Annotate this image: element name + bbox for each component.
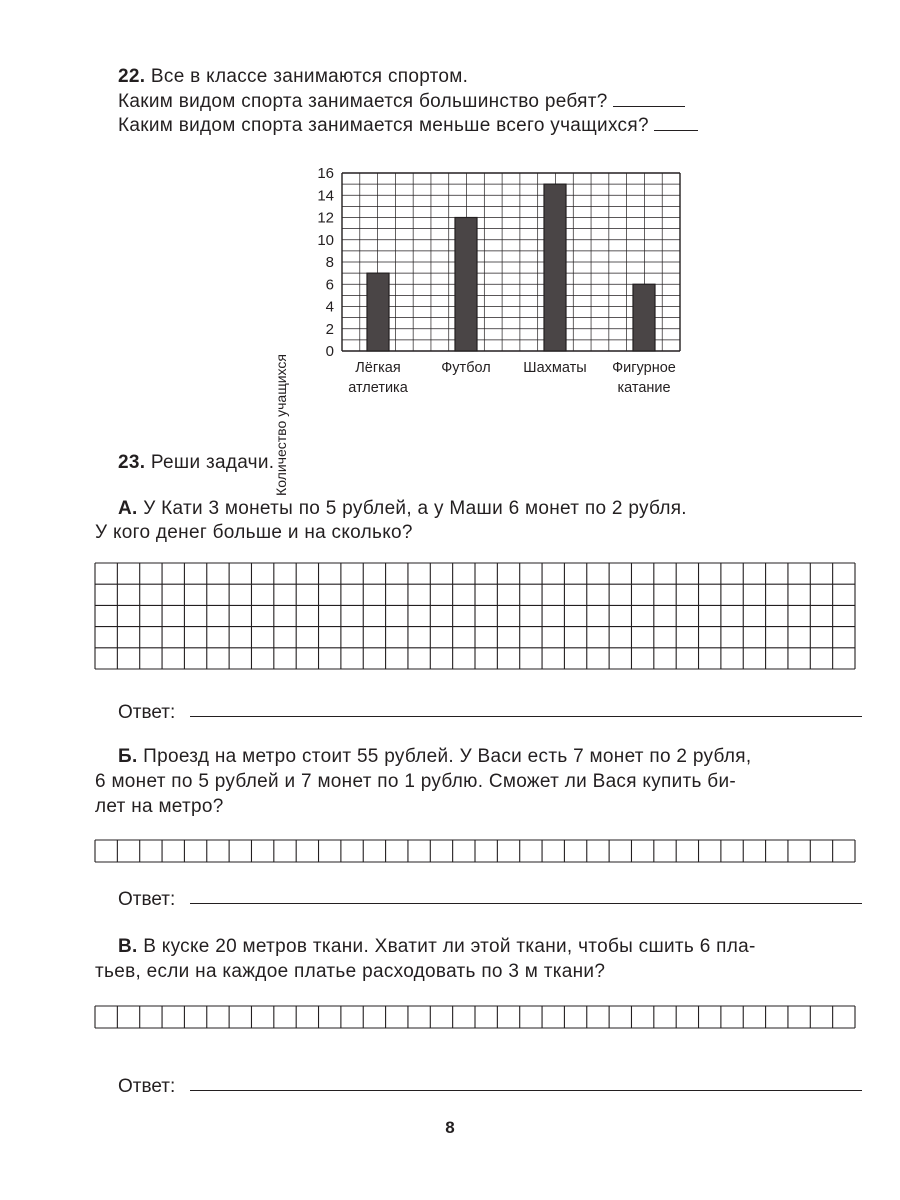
chart-y-tick-labels <box>317 165 334 360</box>
task22-question2 <box>118 114 698 137</box>
task22-question1-text: Каким видом спорта занимается большинство ребят? <box>118 91 608 112</box>
problem-c-letter: В. <box>118 936 138 957</box>
task22-intro: Все в классе занимаются спортом. <box>150 66 469 87</box>
problem-a-line1 <box>118 498 687 520</box>
chart-y-tick-14: 14 <box>317 187 334 205</box>
chart-x-label-3-1: катание <box>617 380 671 396</box>
chart-y-tick-0: 0 <box>325 343 334 360</box>
problem-b-line3: лет на метро? <box>95 796 224 817</box>
problem-a-work-grid[interactable] <box>94 562 856 670</box>
chart-x-labels <box>348 360 676 396</box>
task22-question1 <box>118 90 685 113</box>
problem-c-line2: тьев, если на каждое платье расходовать по 3 м ткани? <box>95 961 606 982</box>
chart-x-label-2-0: Шахматы <box>523 360 587 376</box>
chart-bar-1 <box>455 218 477 352</box>
task23-heading <box>118 452 274 474</box>
task22-answer2-blank[interactable] <box>654 114 698 131</box>
page-number: 8 <box>445 1118 455 1137</box>
problem-a-answer-label: Ответ: <box>118 702 176 723</box>
chart-x-label-0-1: атлетика <box>348 380 408 396</box>
chart-y-tick-6: 6 <box>325 276 334 294</box>
chart-y-tick-4: 4 <box>325 298 334 316</box>
problem-b-letter: Б. <box>118 746 138 767</box>
task22-answer1-blank[interactable] <box>613 90 685 107</box>
chart-grid <box>342 173 680 351</box>
problem-a-letter: А. <box>118 498 138 519</box>
chart-x-label-1-0: Футбол <box>441 360 491 376</box>
problem-a-line2: У кого денег больше и на сколько? <box>95 522 413 543</box>
sports-bar-chart <box>250 160 700 496</box>
chart-y-tick-16: 16 <box>317 165 334 182</box>
problem-c-answer-label: Ответ: <box>118 1076 176 1097</box>
problem-a-text1: У Кати 3 монеты по 5 рублей, а у Маши 6 монет по 2 рубля. <box>143 498 687 519</box>
problem-b-line2: 6 монет по 5 рублей и 7 монет по 1 рублю. Сможет ли Вася купить би- <box>95 771 737 792</box>
chart-bar-3 <box>633 284 655 351</box>
problem-c-line1 <box>118 936 756 958</box>
problem-b-answer-line[interactable] <box>190 903 862 904</box>
chart-x-label-3-0: Фигурное <box>612 360 676 376</box>
task22-number: 22. <box>118 66 146 87</box>
chart-y-tick-12: 12 <box>317 209 334 227</box>
problem-b-line1 <box>118 746 751 768</box>
chart-y-tick-8: 8 <box>325 254 334 271</box>
problem-b-work-grid[interactable] <box>94 839 856 863</box>
chart-bar-0 <box>367 273 389 351</box>
problem-b-text1: Проезд на метро стоит 55 рублей. У Васи есть 7 монет по 2 рубля, <box>143 746 752 767</box>
chart-bars <box>367 184 655 351</box>
problem-c-answer-line[interactable] <box>190 1090 862 1091</box>
chart-x-label-0-0: Лёгкая <box>355 360 401 376</box>
chart-y-tick-2: 2 <box>325 320 334 338</box>
task22-heading <box>118 66 468 88</box>
problem-b-answer-label: Ответ: <box>118 889 176 910</box>
task22-question2-text: Каким видом спорта занимается меньше всего учащихся? <box>118 115 649 136</box>
task23-title: Реши задачи. <box>150 452 275 473</box>
chart-y-tick-10: 10 <box>317 231 334 249</box>
problem-a-answer-line[interactable] <box>190 716 862 717</box>
task23-number: 23. <box>118 452 146 473</box>
problem-c-work-grid[interactable] <box>94 1005 856 1029</box>
problem-c-text1: В куске 20 метров ткани. Хватит ли этой ткани, чтобы сшить 6 пла- <box>143 936 756 957</box>
chart-y-axis-label: Количество учащихся <box>273 354 289 496</box>
chart-bar-2 <box>544 184 566 351</box>
